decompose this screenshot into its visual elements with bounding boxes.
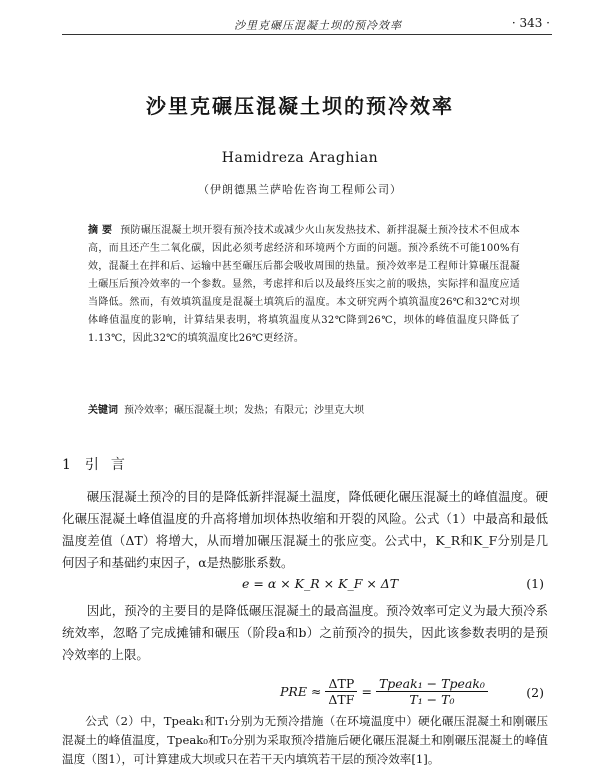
equation-2-lhs: PRE ≈ <box>280 684 322 699</box>
equation-2-number: (2) <box>526 685 544 700</box>
abstract-text: 预防碾压混凝土坝开裂有预冷技术或减少火山灰发热技术、新拌混凝土预冷技术不但成本高，而且还产生二氧化碳，因此必须考虑经济和环境两个方面的问题。预冷系统不可能100%有效，混凝土在拌和后、运输中甚至碾压后都会吸收周围的热量。预冷效率是工程师计算碾压混凝土碾压后预冷效率的一个参数。显然，考虑拌和后以及最终压实之前的吸热，实际拌和温度应适当降低。然而，有效填筑温度是混凝土填筑后的温度。本文研究两个填筑温度26℃和32℃对坝体峰值温度的影响，计算结果表明，将填筑温度从32℃降到26℃，坝体的峰值温度只降低了1.13℃，因此32℃的填筑温度比26℃更经济。 <box>88 225 520 344</box>
section-title: 引言 <box>84 457 137 473</box>
equation-2-frac1-numerator: ΔTP <box>325 676 357 692</box>
paragraph-2: 因此，预冷的主要目的是降低碾压混凝土的最高温度。预冷效率可定义为最大预冷系统效率，忽略了完成摊铺和碾压（阶段a和b）之前预冷的损失，因此该参数表明的是预冷效率的上限。 <box>62 603 548 662</box>
equation-2-equals: = <box>361 684 372 699</box>
keywords-text: 预冷效率；碾压混凝土坝；发热；有限元；沙里克大坝 <box>124 405 364 416</box>
section-heading <box>62 454 137 474</box>
equation-2-frac1-denominator: ΔTF <box>328 692 355 707</box>
paragraph-3: 公式（2）中，Tpeak₁和T₁分别为无预冷措施（在环境温度中）硬化碾压混凝土和刚碾压混凝土的峰值温度，Tpeak₀和T₀分别为采取预冷措施后硬化碾压混凝土和刚碾压混凝土的峰值温度（图1），可计算建成大坝或只在若干天内填筑若干层的预冷效率[1]。 <box>62 714 548 766</box>
section-number: 1 <box>62 457 71 473</box>
equation-2-frac2-denominator: T₁ − T₀ <box>409 692 455 707</box>
equation-1-number: (1) <box>526 576 544 591</box>
author-affiliation: （伊朗德黑兰萨哈佐咨询工程师公司） <box>198 183 402 196</box>
author-name: Hamidreza Araghian <box>221 150 379 166</box>
paper-title: 沙里克碾压混凝土坝的预冷效率 <box>146 94 454 118</box>
keywords <box>88 402 520 420</box>
equation-2-fraction-2 <box>376 676 488 707</box>
equation-2 <box>62 676 548 710</box>
running-head-title: 沙里克碾压混凝土坝的预冷效率 <box>234 19 402 32</box>
running-head <box>62 16 552 35</box>
abstract-label: 摘 要 <box>88 225 113 236</box>
equation-2-frac2-numerator: Tpeak₁ − Tpeak₀ <box>376 676 488 692</box>
paragraph-1: 碾压混凝土预冷的目的是降低新拌混凝土温度，降低硬化碾压混凝土的峰值温度。硬化碾压混凝土峰值温度的升高将增加坝体热收缩和开裂的风险。公式（1）中最高和最低温度差值（ΔT）将增大，从而增加碾压混凝土的张应变。公式中，K_R和K_F分别是几何因子和基础约束因子，α是热膨胀系数。 <box>62 489 548 570</box>
keywords-label: 关键词 <box>88 405 118 416</box>
equation-1-expression: e = α × K_R × K_F × ΔT <box>242 576 399 591</box>
equation-2-fraction-1 <box>325 676 357 707</box>
page-number: · 343 · <box>511 16 550 30</box>
abstract <box>88 222 520 348</box>
